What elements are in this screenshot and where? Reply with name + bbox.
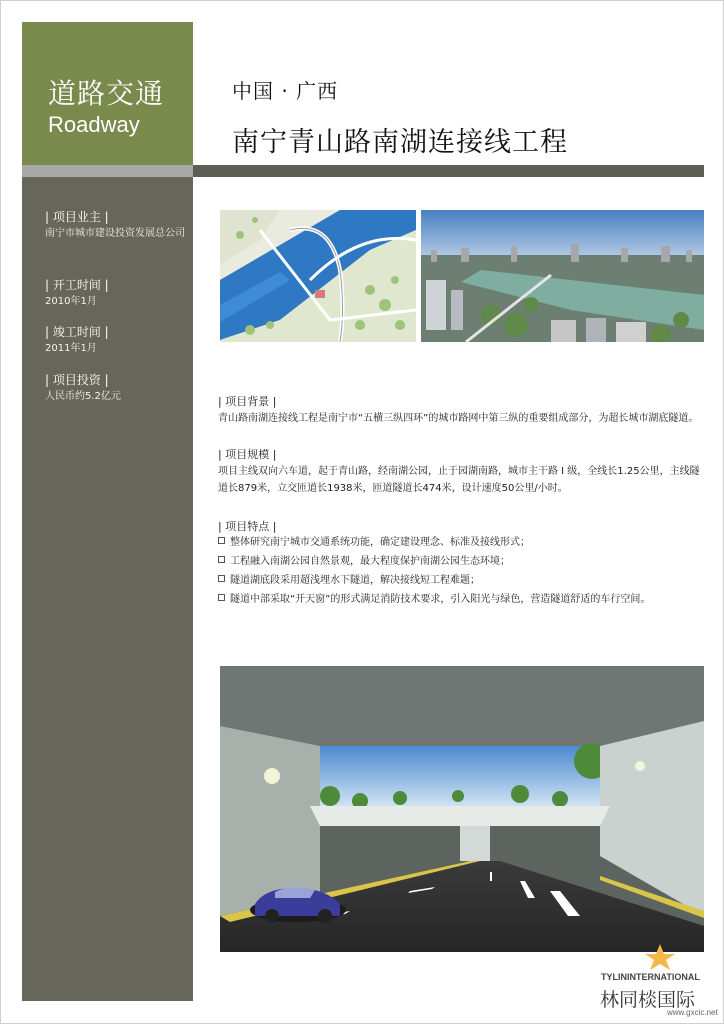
list-item [218, 552, 704, 571]
feature-text: 工程融入南湖公园自然景观，最大程度保护南湖公园生态环境； [230, 556, 510, 567]
feature-text: 整体研究南宁城市交通系统功能，确定建设理念、标准及接线形式； [230, 537, 530, 548]
feature-text: 隧道湖底段采用超浅埋水下隧道，解决接线短工程难题； [230, 575, 480, 586]
list-item [218, 533, 704, 552]
feature-list [218, 533, 704, 609]
info-investment-label: | 项目投资 | [45, 373, 109, 387]
checkbox-square-icon [218, 594, 225, 601]
section-background-text: 青山路南湖连接线工程是南宁市“五横三纵四环”的城市路网中第三纵的重要组成部分，为超长城市湖底隧道。 [218, 413, 699, 424]
region-heading: 中国 · 广西 [232, 79, 339, 103]
section-scale-text: 项目主线双向六车道，起于青山路，经南湖公园，止于园湖南路，城市主干路 I 级，全线长1.25公里，主线隧道长879米，立交匝道长1938米，匝道隧道长474米，设计速度50公里/小时。 [218, 466, 700, 494]
category-title-en: Roadway [48, 112, 140, 137]
info-end-label: | 竣工时间 | [45, 325, 109, 339]
tunnel-rendering-image [220, 666, 704, 952]
info-start-date [45, 277, 185, 309]
project-title: 南宁青山路南湖连接线工程 [232, 127, 568, 158]
info-owner-value: 南宁市城市建设投资发展总公司 [45, 228, 185, 239]
info-start-label: | 开工时间 | [45, 278, 109, 292]
checkbox-square-icon [218, 556, 225, 563]
section-background-title: | 项目背景 | [218, 395, 277, 408]
section-scale-title: | 项目规模 | [218, 448, 277, 461]
logo-text-en: TYLININTERNATIONAL [601, 972, 700, 982]
info-owner [45, 209, 185, 241]
info-end-value: 2011年1月 [45, 343, 97, 354]
logo-star-icon [640, 942, 680, 976]
info-start-value: 2010年1月 [45, 296, 97, 307]
info-investment [45, 372, 185, 404]
checkbox-square-icon [218, 575, 225, 582]
sidebar-divider-band [22, 165, 193, 177]
info-investment-value: 人民币约5.2亿元 [45, 391, 121, 402]
checkbox-square-icon [218, 537, 225, 544]
list-item [218, 571, 704, 590]
site-plan-image [220, 210, 416, 342]
category-title-cn: 道路交通 [48, 77, 165, 110]
aerial-city-photo [421, 210, 704, 342]
list-item [218, 590, 704, 609]
watermark-url: www.gxcic.net [667, 1008, 718, 1017]
section-features-title: | 项目特点 | [218, 520, 277, 533]
header-rule [193, 165, 704, 177]
info-owner-label: | 项目业主 | [45, 210, 109, 224]
info-end-date [45, 324, 185, 356]
feature-text: 隧道中部采取“开天窗”的形式满足消防技术要求，引入阳光与绿色，营造隧道舒适的车行空间。 [230, 594, 651, 605]
logo-text-cn: 林同棪国际 [600, 989, 696, 1011]
